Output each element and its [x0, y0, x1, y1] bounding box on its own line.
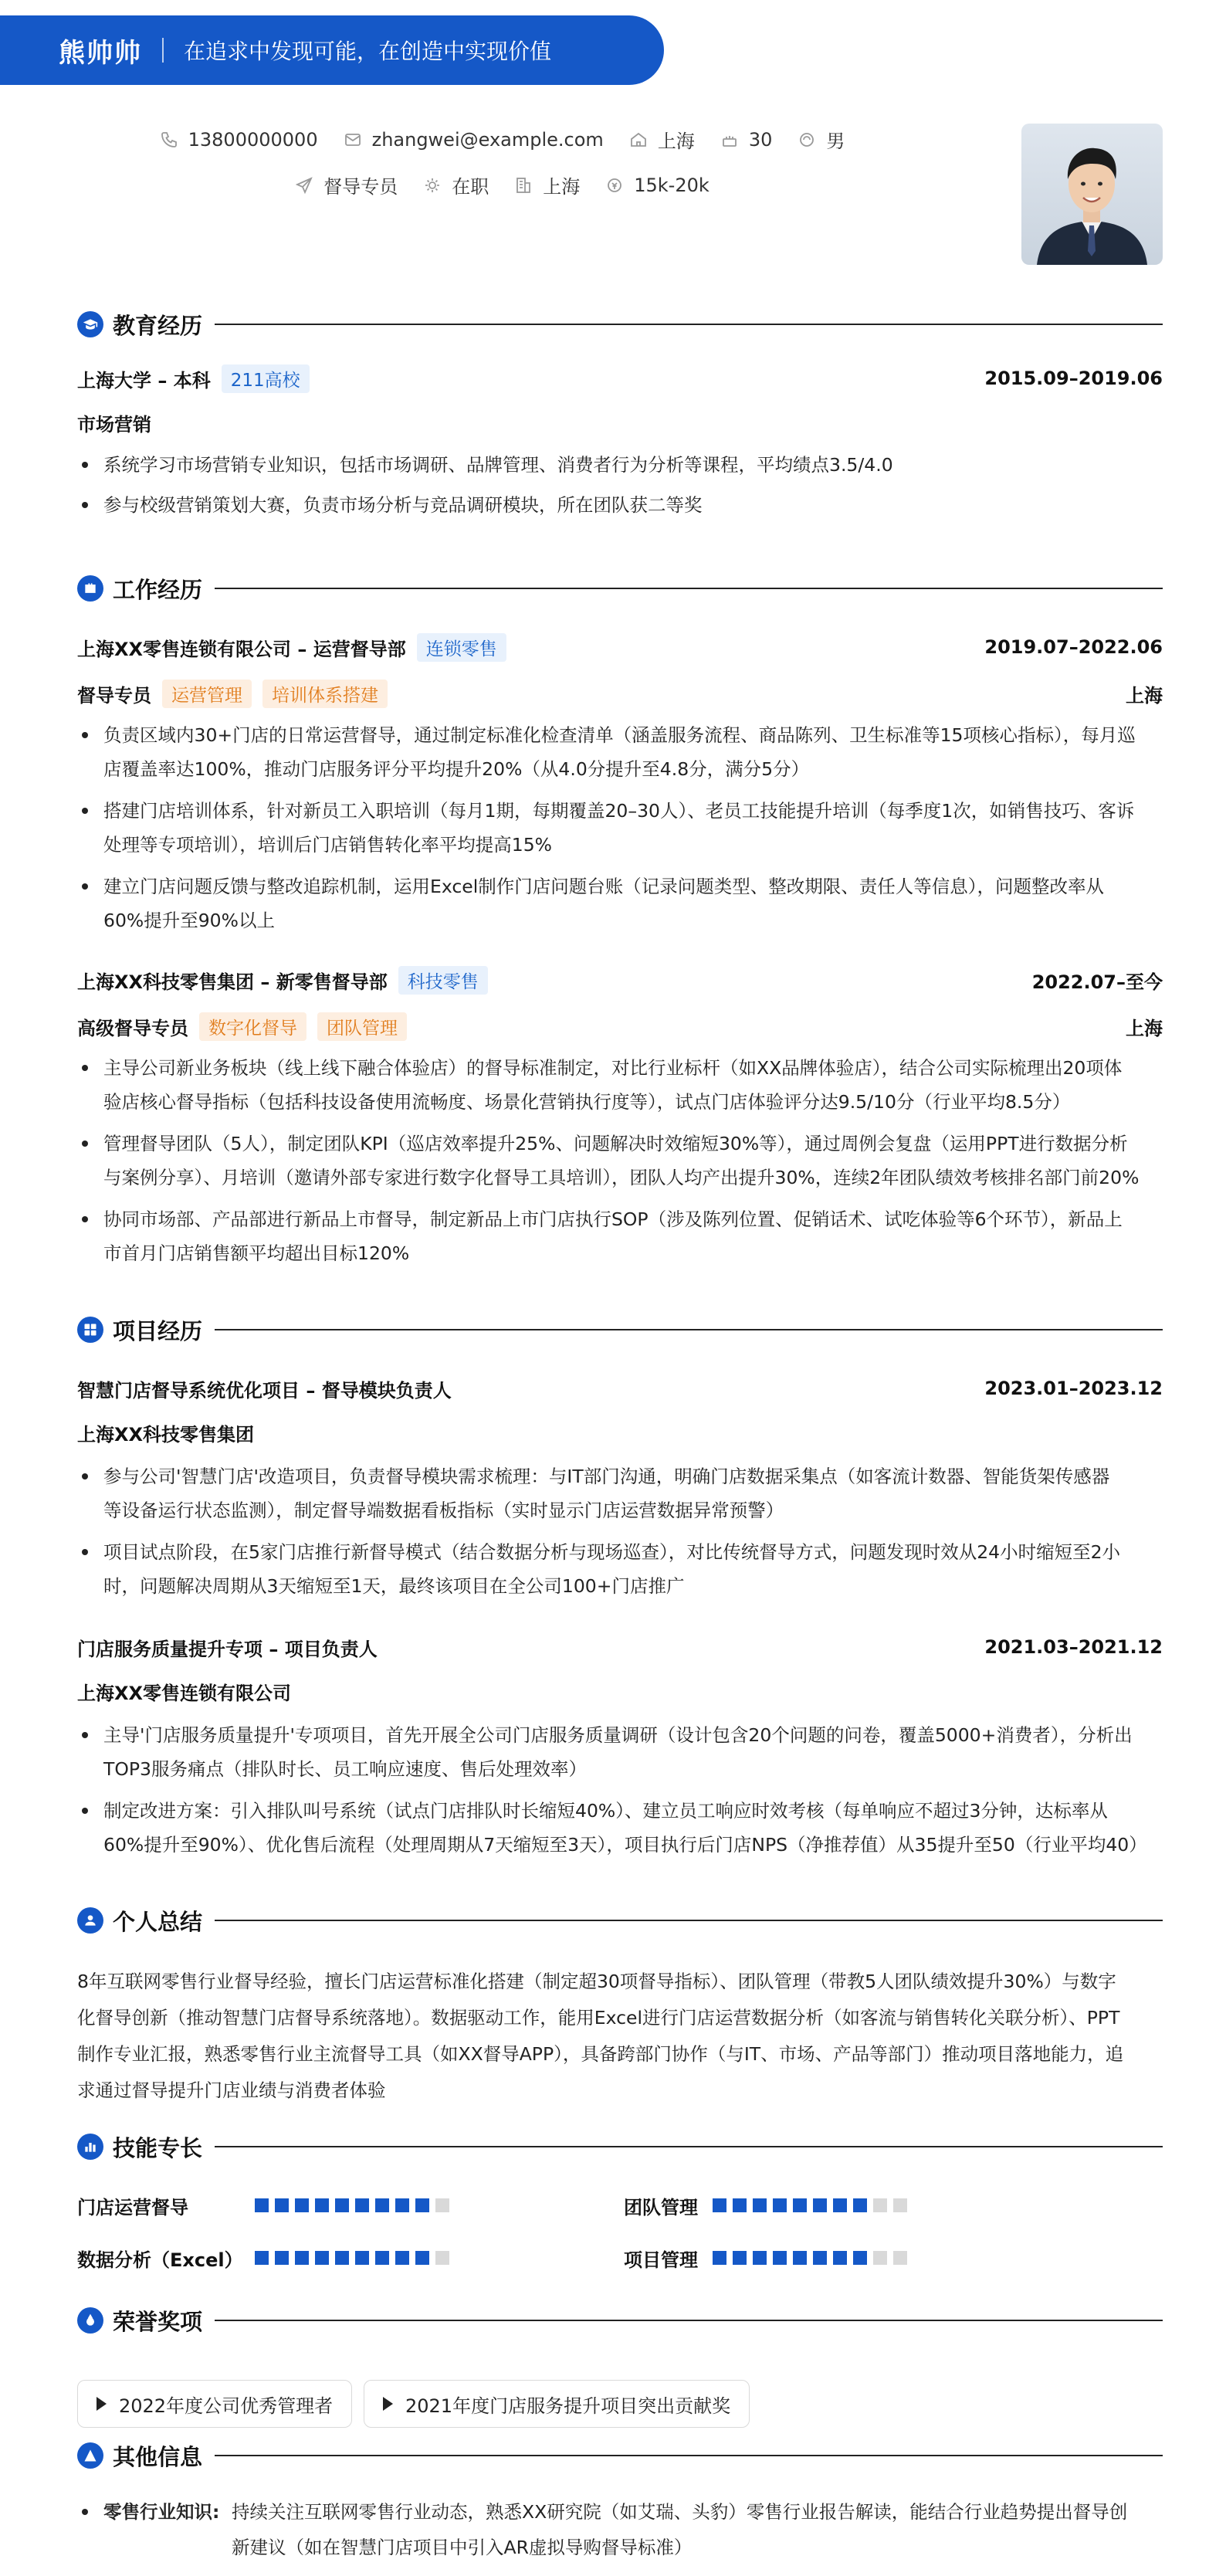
contact-status: [422, 171, 489, 198]
list-item: 管理督导团队（5人），制定团队KPI（巡店效率提升25%、问题解决时效缩短30%等），通过周例会复盘（运用PPT进行数据分析 与案例分享）、月培训（邀请外部专家进行数字化督导工具培训），团队人均产出提升30%，连续2年团队绩效考核排名部门前20%: [77, 1127, 1163, 1195]
company-tag: 科技零售: [398, 966, 488, 995]
role-tag: 培训体系搭建: [262, 680, 388, 708]
skill-level-square: [315, 2198, 329, 2212]
user-icon: [77, 1907, 103, 1934]
work-location: 上海: [1126, 684, 1163, 707]
contact-row-basic: [0, 126, 1004, 153]
section-other: [77, 2439, 1163, 2473]
section-education: [77, 307, 1163, 341]
profile-photo: [1021, 124, 1163, 265]
status-text: 在职: [452, 176, 489, 198]
list-item: 参与公司'智慧门店'改造项目，负责督导模块需求梳理：与IT部门沟通，明确门店数据采集点（如客流计数器、智能货架传感器 等设备运行状态监测），制定督导端数据看板指标（实时显示门店运营数据异常预警）: [77, 1459, 1163, 1527]
contact-age: [720, 129, 773, 151]
contact-home: [628, 126, 695, 153]
age-text: 30: [748, 128, 773, 151]
skill-level-square: [873, 2198, 887, 2212]
summary-text: 8年互联网零售行业督导经验，擅长门店运营标准化搭建（制定超30项督导指标）、团队管理（带教5人团队绩效提升30%）与数字 化督导创新（推动智慧门店督导系统落地）。数据驱动工作，能用Excel进行门店运营数据分析（如客流与销售转化关联分析）、PPT 制作专业汇报，熟悉零售行业主流督导工具（如XX督导APP），具备跨部门协作（与IT、市场、产品等部门）推动项目落地能力，追 求通过督导提升门店业绩与消费者体验: [77, 1971, 1124, 2101]
contact-city: [513, 171, 580, 198]
skill-level-square: [435, 2198, 449, 2212]
skill-level-bar: [713, 2198, 907, 2212]
list-item: 建立门店问题反馈与整改追踪机制，运用Excel制作门店问题台账（记录问题类型、整改期限、责任人等信息），问题整改率从 60%提升至90%以上: [77, 869, 1163, 937]
building-icon: [513, 175, 533, 195]
phone-icon: [159, 130, 179, 150]
skill-level-bar: [713, 2251, 907, 2265]
section-title-summary: 个人总结: [113, 1908, 203, 1935]
skill-level-square: [335, 2251, 349, 2265]
contact-phone: [159, 129, 318, 151]
list-item: 系统学习市场营销专业知识，包括市场调研、品牌管理、消费者行为分析等课程，平均绩点3.5/4.0: [77, 448, 1163, 482]
skill-level-square: [873, 2251, 887, 2265]
skill-level-square: [255, 2251, 269, 2265]
list-item: 负责区域内30+门店的日常运营督导，通过制定标准化检查清单（涵盖服务流程、商品陈列、卫生标准等15项核心指标），每月巡 店覆盖率达100%，推动门店服务评分平均提升20%（从4.0分提升至4.8分，满分5分）: [77, 718, 1163, 786]
skill-row: [77, 2242, 449, 2273]
section-title-awards: 荣誉奖项: [113, 2308, 203, 2335]
skill-level-square: [813, 2198, 827, 2212]
info-icon: [77, 2442, 103, 2469]
education-entry: [77, 363, 1163, 522]
skill-level-square: [773, 2251, 787, 2265]
company-name: 上海XX零售连锁有限公司 – 运营督导部: [77, 638, 406, 660]
section-divider: [215, 2320, 1163, 2321]
list-item: 主导公司新业务板块（线上线下融合体验店）的督导标准制定，对比行业标杆（如XX品牌体验店），结合公司实际梳理出20项体 验店核心督导指标（包括科技设备使用流畅度、场景化营销执行度等），试点门店体验评分达9.5/10分（行业平均8.5分）: [77, 1051, 1163, 1119]
skill-level-square: [733, 2198, 747, 2212]
city-text: 上海: [543, 176, 581, 198]
section-divider: [215, 324, 1163, 325]
skill-name: 门店运营督导: [77, 2196, 188, 2218]
list-item: 搭建门店培训体系，针对新员工入职培训（每月1期，每期覆盖20–30人）、老员工技能提升培训（每季度1次，如销售技巧、客诉 处理等专项培训），培训后门店销售转化率平均提高15%: [77, 794, 1163, 862]
skill-level-square: [893, 2198, 907, 2212]
award-text: 2021年度门店服务提升项目突出贡献奖: [405, 2395, 731, 2417]
school-tag: 211高校: [222, 364, 310, 393]
project-org: 上海XX科技零售集团: [77, 1424, 255, 1446]
work-entry-2: [77, 964, 1163, 1270]
skill-row: [77, 2190, 449, 2221]
role-tag: 团队管理: [317, 1012, 407, 1041]
contact-salary: [605, 175, 710, 196]
skill-name: 团队管理: [624, 2196, 698, 2218]
skill-level-square: [773, 2198, 787, 2212]
other-label: 零售行业知识:: [77, 2494, 232, 2565]
project-entry-1: [77, 1373, 1163, 1603]
section-title-skills: 技能专长: [113, 2134, 203, 2161]
triangle-icon: [97, 2397, 107, 2411]
gender-text: 男: [826, 130, 845, 152]
project-title: 智慧门店督导系统优化项目 – 督导模块负责人: [77, 1379, 452, 1402]
skill-level-square: [753, 2251, 767, 2265]
skill-level-square: [295, 2251, 309, 2265]
section-work: [77, 571, 1163, 605]
triangle-icon: [383, 2397, 393, 2411]
skill-level-square: [315, 2251, 329, 2265]
phone-text: 13800000000: [188, 128, 318, 151]
status-icon: [422, 175, 442, 195]
other-info: [77, 2494, 1163, 2565]
section-divider: [215, 1920, 1163, 1921]
skill-level-square: [275, 2251, 289, 2265]
contact-email: [343, 129, 604, 151]
school-name: 上海大学 – 本科: [77, 369, 211, 391]
project-date: 2023.01–2023.12: [984, 1378, 1163, 1399]
skill-level-square: [415, 2251, 429, 2265]
contact-gender: [797, 126, 845, 153]
home-icon: [628, 130, 649, 150]
skill-level-square: [275, 2198, 289, 2212]
skill-level-square: [355, 2198, 369, 2212]
award-item: [77, 2380, 352, 2428]
chart-bar-icon: [77, 2134, 103, 2160]
role-title: 督导专员: [77, 684, 151, 707]
education-date: 2015.09–2019.06: [984, 368, 1163, 389]
cake-icon: [720, 130, 740, 150]
role-tag: 数字化督导: [199, 1012, 306, 1041]
section-divider: [215, 2455, 1163, 2456]
briefcase-icon: [77, 575, 103, 602]
skill-level-square: [395, 2251, 409, 2265]
header-banner: [0, 15, 664, 85]
section-title-projects: 项目经历: [113, 1317, 203, 1344]
work-entry-1: [77, 632, 1163, 937]
skill-level-square: [813, 2251, 827, 2265]
section-skills: [77, 2130, 1163, 2164]
skill-level-square: [753, 2198, 767, 2212]
skill-level-square: [853, 2251, 867, 2265]
project-org: 上海XX零售连锁有限公司: [77, 1683, 292, 1704]
skill-level-square: [793, 2251, 807, 2265]
coin-icon: [605, 175, 625, 195]
skill-level-square: [395, 2198, 409, 2212]
section-divider: [215, 2146, 1163, 2147]
award-text: 2022年度公司优秀管理者: [119, 2395, 334, 2417]
skill-row: [624, 2190, 907, 2221]
graduation-cap-icon: [77, 311, 103, 337]
skill-level-square: [893, 2251, 907, 2265]
contact-row-job: [0, 171, 1004, 198]
skill-level-square: [833, 2198, 847, 2212]
skill-level-square: [255, 2198, 269, 2212]
list-item: 协同市场部、产品部进行新品上市督导，制定新品上市门店执行SOP（涉及陈列位置、促销话术、试吃体验等6个环节），新品上 市首月门店销售额平均超出目标120%: [77, 1202, 1163, 1270]
section-projects: [77, 1313, 1163, 1347]
section-title-education: 教育经历: [113, 312, 203, 339]
section-divider: [215, 588, 1163, 589]
list-item: 制定改进方案：引入排队叫号系统（试点门店排队时长缩短40%）、建立员工响应时效考核（每单响应不超过3分钟，达标率从 60%提升至90%）、优化售后流程（处理周期从7天缩短至3天），项目执行后门店NPS（净推荐值）从35提升至50（行业平均40）: [77, 1794, 1163, 1862]
home-text: 上海: [657, 130, 695, 152]
role-title: 高级督导专员: [77, 1017, 188, 1039]
major: 市场营销: [77, 414, 151, 436]
skill-name: 数据分析（Excel）: [77, 2249, 243, 2271]
section-summary: [77, 1903, 1163, 1937]
project-title: 门店服务质量提升专项 – 项目负责人: [77, 1638, 378, 1660]
salary-text: 15k-20k: [634, 174, 710, 196]
award-item: [364, 2380, 750, 2428]
grid-icon: [77, 1317, 103, 1343]
work-date: 2019.07–2022.06: [984, 636, 1163, 658]
skill-level-bar: [255, 2198, 449, 2212]
position-text: 督导专员: [323, 176, 398, 198]
mail-icon: [343, 130, 363, 150]
skill-level-square: [415, 2198, 429, 2212]
skill-level-square: [713, 2198, 726, 2212]
section-title-other: 其他信息: [113, 2443, 203, 2470]
header-divider: [162, 38, 164, 63]
list-item: 参与校级营销策划大赛，负责市场分析与竞品调研模块，所在团队获二等奖: [77, 488, 1163, 522]
list-item: 主导'门店服务质量提升'专项项目，首先开展全公司门店服务质量调研（设计包含20个问题的问卷，覆盖5000+消费者），分析出 TOP3服务痛点（排队时长、员工响应速度、售后处理效率）: [77, 1718, 1163, 1786]
skill-level-square: [833, 2251, 847, 2265]
skill-level-square: [335, 2198, 349, 2212]
skill-level-square: [375, 2198, 389, 2212]
work-date: 2022.07–至今: [1031, 971, 1163, 993]
skill-level-square: [435, 2251, 449, 2265]
skill-name: 项目管理: [624, 2249, 698, 2271]
project-entry-2: [77, 1632, 1163, 1862]
skill-row: [624, 2242, 907, 2273]
skill-level-square: [733, 2251, 747, 2265]
section-title-work: 工作经历: [113, 576, 203, 603]
skill-level-square: [713, 2251, 726, 2265]
email-text: zhangwei@example.com: [371, 128, 604, 151]
send-icon: [294, 175, 314, 195]
skill-level-square: [355, 2251, 369, 2265]
contact-position: [294, 171, 398, 198]
candidate-name: 熊帅帅: [59, 37, 142, 69]
medal-icon: [77, 2307, 103, 2334]
other-text: 持续关注互联网零售行业动态，熟悉XX研究院（如艾瑞、头豹）零售行业报告解读，能结合行业趋势提出督导创 新建议（如在智慧门店项目中引入AR虚拟导购督导标准）: [232, 2501, 1128, 2558]
skill-level-square: [853, 2198, 867, 2212]
list-item: 项目试点阶段，在5家门店推行新督导模式（结合数据分析与现场巡查），对比传统督导方式，问题发现时效从24小时缩短至2小 时，问题解决周期从3天缩短至1天，最终该项目在全公司100+门店推广: [77, 1535, 1163, 1603]
skill-level-square: [295, 2198, 309, 2212]
work-location: 上海: [1126, 1017, 1163, 1039]
company-name: 上海XX科技零售集团 – 新零售督导部: [77, 971, 388, 993]
header-motto: 在追求中发现可能，在创造中实现价值: [184, 39, 552, 64]
skill-level-bar: [255, 2251, 449, 2265]
project-date: 2021.03–2021.12: [984, 1636, 1163, 1658]
section-awards: [77, 2303, 1163, 2337]
gender-icon: [797, 130, 817, 150]
company-tag: 连锁零售: [417, 633, 506, 662]
section-divider: [215, 1329, 1163, 1330]
skill-level-square: [793, 2198, 807, 2212]
skill-level-square: [375, 2251, 389, 2265]
role-tag: 运营管理: [162, 680, 252, 708]
